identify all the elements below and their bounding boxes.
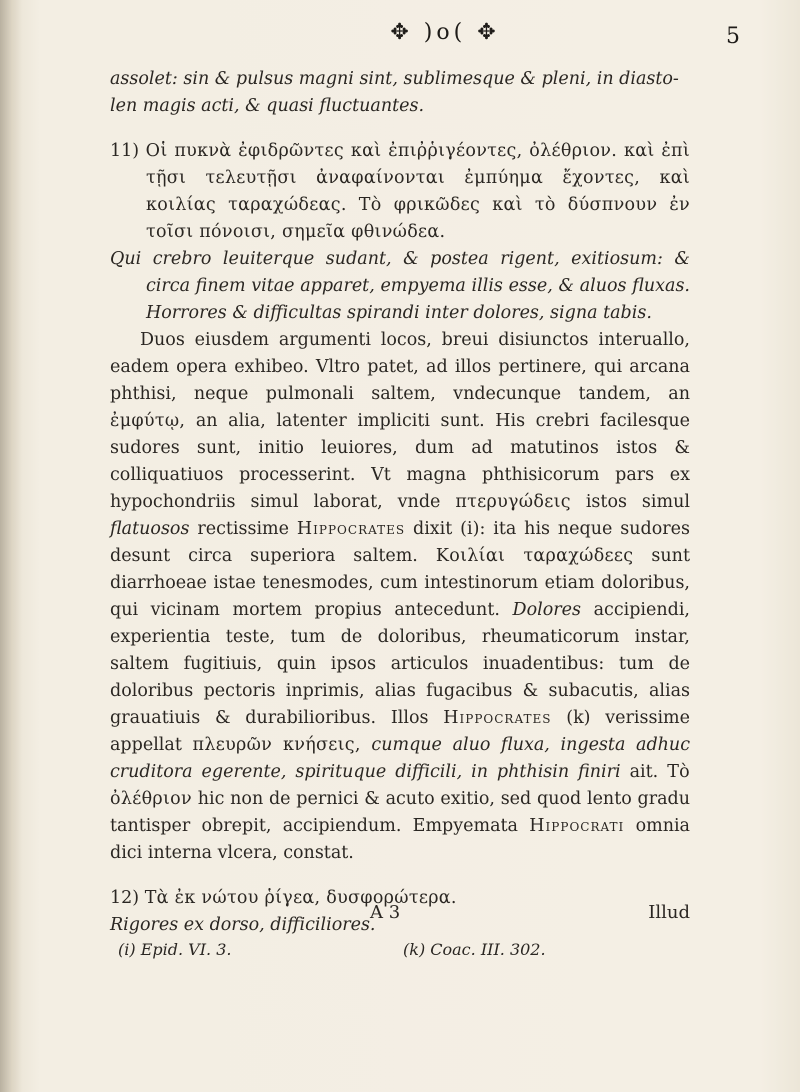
greek-term: Κοιλίαι ταραχώδεες xyxy=(435,546,634,566)
page-footer xyxy=(110,902,690,930)
page-number: 5 xyxy=(726,24,740,49)
aphorism-11-greek xyxy=(110,138,690,246)
footnote-i: (i) Epid. VI. 3. xyxy=(118,940,232,959)
footnotes xyxy=(118,940,678,968)
running-header xyxy=(90,20,740,60)
greek-term: πτερυγώδεις xyxy=(455,492,571,512)
book-spine-shadow xyxy=(0,0,22,1092)
commentary-paragraph: Duos eiusdem argumenti locos, breui disiunctos interuallo, eadem opera exhibeo. Vltro patet, ad illos pertinere, qui arcana phthisi, neque pulmonali saltem, vndecunque tandem, an ἐμφύτῳ, an alia, latenter impliciti sunt. His crebri facilesque sudores sunt, initio leuiores, dum ad matutinos istos & colliquatiuos processerint. Vt magna phthisicorum pars ex hypochondriis simul laborat, vnde πτερυγώδεις istos simul flatuosos rectissime Hippocrates dixit (i): ita his neque sudores desunt circa superiora saltem. Κοιλίαι ταραχώδεες sunt diarrhoeae istae tenesmodes, cum intestinorum etiam doloribus, qui vicinam mortem propius antecedunt. Dolores accipiendi, experientia teste, tum de doloribus, rheumaticorum instar, saltem fugitiuis, quin ipsos articulos inuadentibus: tum de doloribus pectoris inprimis, alias fugacibus & subacutis, alias grauatiuis & durabilioribus. Illos Hippocrates (k) verissime appellat πλευρῶν κνήσεις, cumque aluo fluxa, ingesta adhuc cruditora egerente, spirituque difficili, in phthisin finiri ait. Τὸ ὀλέθριον hic non de pernici & acuto exitio, sed quod lento gradu tantisper obrepit, accipiendum. Empyemata Hippocrati omnia dici interna vlcera, constat. xyxy=(110,330,690,863)
greek-text: Οἱ πυκνὰ ἐφιδρῶντες καὶ ἐπιῤῥιγέοντες, ὀλέθριον. καὶ ἐπὶ τῇσι τελευτῇσι ἀναφαίνονται ἐμπύημα ἔχοντες, καὶ κοιλίας ταραχώδεας. Τὸ φρικῶδες καὶ τὸ δύσπνουν ἐν τοῖσι πόνοισι, σημεῖα φθινώδεα. xyxy=(145,141,690,242)
greek-term: ἐμφύτῳ, xyxy=(110,411,186,431)
aphorism-11-latin xyxy=(110,246,690,327)
text-line: len magis acti, & quasi fluctuantes. xyxy=(110,96,425,116)
catchword: Illud xyxy=(648,902,690,923)
signature-mark: A 3 xyxy=(370,902,401,923)
greek-term: πλευρῶν κνήσεις, xyxy=(192,735,361,755)
header-ornament: ✥ )o( ✥ xyxy=(390,20,500,45)
latin-translation: Rigores ex dorso, difficiliores. xyxy=(110,915,376,935)
latin-translation: Qui crebro leuiterque sudant, & postea rigent, exitiosum: & circa finem vitae apparet, empyema illis esse, & aluos fluxas. Horrores & difficultas spirandi inter dolores, signa tabis. xyxy=(110,249,690,323)
author-name: Hippocrates xyxy=(443,708,552,728)
author-name: Hippocrati xyxy=(529,816,625,836)
aphorism-number: 11) xyxy=(110,141,140,161)
footnote-k: (k) Coac. III. 302. xyxy=(403,940,546,959)
aphorism-number: 12) xyxy=(110,888,140,908)
greek-term: Τὸ ὀλέθριον xyxy=(110,762,690,809)
page-body xyxy=(110,66,690,939)
greek-text: Τὰ ἐκ νώτου ῥίγεα, δυσφορώτερα. xyxy=(144,888,457,908)
text-line: assolet: sin & pulsus magni sint, sublimesque & pleni, in diasto- xyxy=(110,69,679,89)
author-name: Hippocrates xyxy=(296,519,406,539)
